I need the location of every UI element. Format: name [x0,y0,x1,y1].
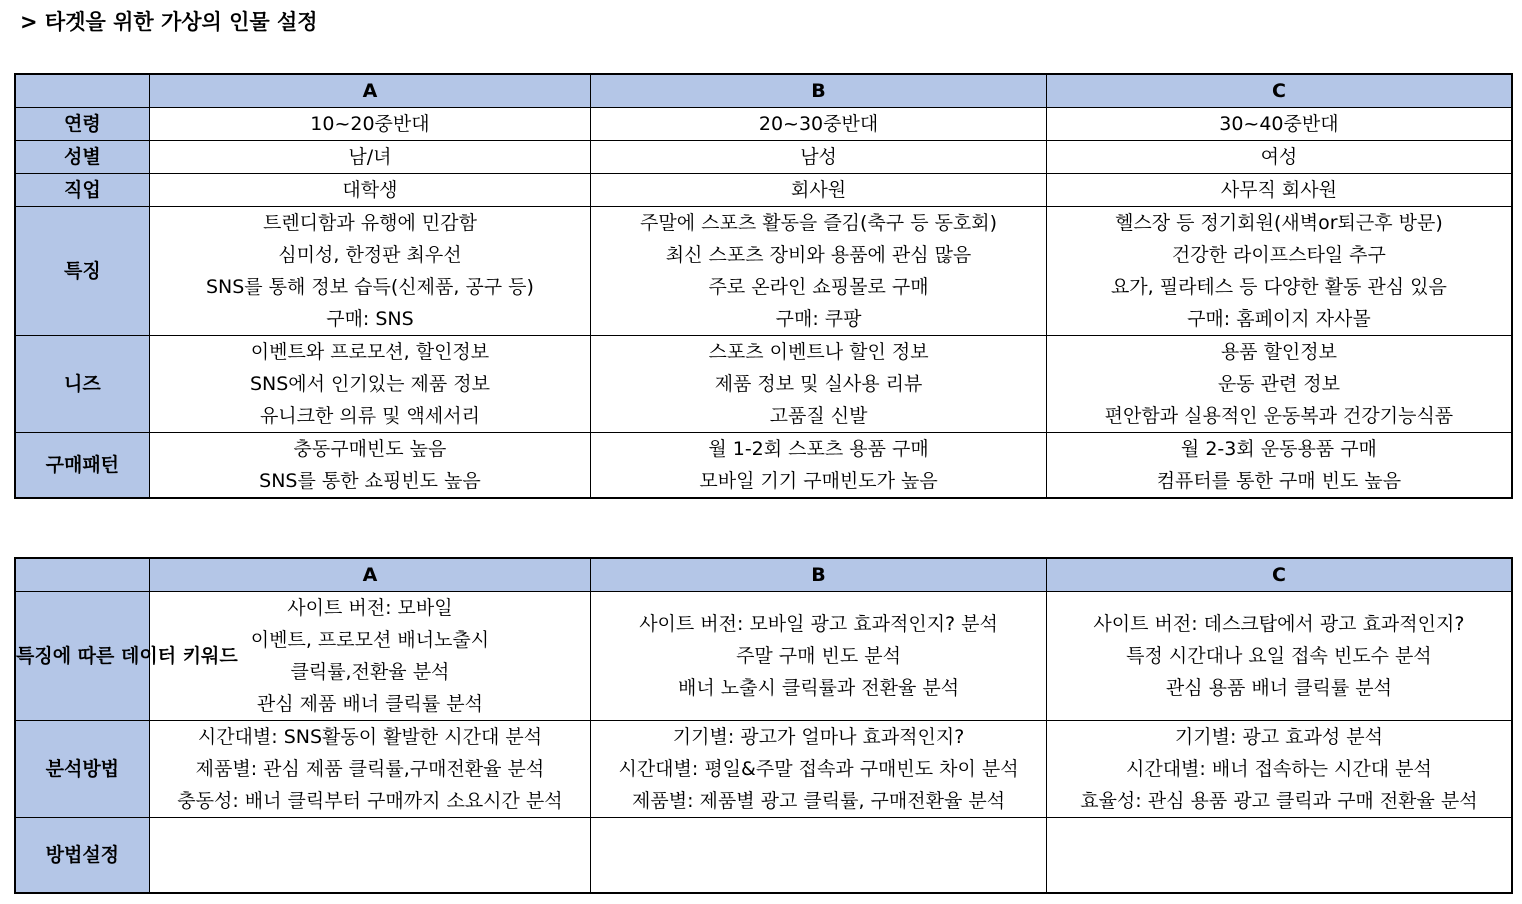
persona-cell-needs-c [1046,336,1512,433]
cell-line: 주말 구매 빈도 분석 [736,645,902,667]
cell-line: 구매: 쿠팡 [775,308,862,330]
cell-line: 충동성: 배너 클릭부터 구매까지 소요시간 분석 [177,790,563,812]
cell-line: 시간대별: 배너 접속하는 시간대 분석 [1125,758,1432,780]
analysis-table [14,557,1513,894]
row-header-method: 분석방법 [15,721,149,818]
cell-line: 대학생 [342,179,398,201]
keyword-cell-b [591,592,1047,721]
keyword-cell-c [1046,592,1512,721]
corner-cell [15,74,149,108]
persona-cell-job-a [149,174,591,207]
cell-line: 주말에 스포츠 활동을 즐김(축구 등 동호회) [640,212,998,234]
column-header-b: B [591,558,1047,592]
cell-line: 사이트 버전: 데스크탑에서 광고 효과적인지? [1093,613,1465,635]
cell-line: 20~30중반대 [758,113,879,135]
persona-cell-job-b [591,174,1047,207]
persona-cell-gender-a [149,141,591,174]
persona-cell-needs-a [149,336,591,433]
persona-row-job [15,174,1512,207]
cell-line: 제품 정보 및 실사용 리뷰 [714,373,923,395]
cell-line: 특정 시간대나 요일 접속 빈도수 분석 [1126,645,1432,667]
column-header-b: B [591,74,1047,108]
persona-cell-gender-b [591,141,1047,174]
cell-line: 주로 온라인 쇼핑몰로 구매 [708,276,929,298]
cell-line: 10~20중반대 [310,113,430,135]
cell-line: 운동 관련 정보 [1217,373,1341,395]
analysis-header-row [15,558,1512,592]
cell-line: 남성 [800,146,837,168]
row-header-purchase-pattern: 구매패턴 [15,433,149,499]
cell-line: 심미성, 한정판 최우선 [278,244,462,266]
persona-cell-age-c [1046,108,1512,141]
cell-line: 월 2-3회 운동용품 구매 [1180,438,1377,460]
row-header-job: 직업 [15,174,149,207]
cell-line: 구매: SNS [326,308,414,330]
cell-line: 회사원 [791,179,847,201]
method-cell-c [1046,721,1512,818]
row-header-line: 데이터 키워드 [121,645,238,667]
cell-line: 제품별: 제품별 광고 클릭률, 구매전환율 분석 [632,790,1006,812]
persona-row-age [15,108,1512,141]
cell-line: SNS를 통해 정보 습득(신제품, 공구 등) [205,276,534,298]
cell-line: 고품질 신발 [769,405,868,427]
cell-line: 충동구매빈도 높음 [293,438,447,460]
cell-line: 시간대별: 평일&주말 접속과 구매빈도 차이 분석 [618,758,1019,780]
persona-cell-age-b [591,108,1047,141]
persona-cell-purchase-pattern-b [591,433,1047,499]
persona-cell-purchase-pattern-a [149,433,591,499]
cell-line: 최신 스포츠 장비와 용품에 관심 많음 [665,244,972,266]
row-header-line: 특징에 따른 [16,645,115,667]
setting-row [15,818,1512,894]
cell-line: 배너 노출시 클릭률과 전환율 분석 [677,677,960,699]
cell-line: 기기별: 광고가 얼마나 효과적인지? [672,726,965,748]
cell-line: 편안함과 실용적인 운동복과 건강기능식품 [1104,405,1454,427]
cell-line: 30~40중반대 [1219,113,1339,135]
cell-line: 요가, 필라테스 등 다양한 활동 관심 있음 [1110,276,1447,298]
row-header-gender: 성별 [15,141,149,174]
cell-line: 컴퓨터를 통한 구매 빈도 높음 [1156,470,1402,492]
cell-line: 건강한 라이프스타일 추구 [1171,244,1386,266]
cell-line: 사이트 버전: 모바일 [287,597,453,619]
cell-line: 트렌디함과 유행에 민감함 [262,212,477,234]
cell-line: 클릭률,전환율 분석 [290,661,450,683]
persona-cell-purchase-pattern-c [1046,433,1512,499]
cell-line: SNS에서 인기있는 제품 정보 [249,373,490,395]
persona-cell-age-a [149,108,591,141]
cell-line: 기기별: 광고 효과성 분석 [1174,726,1383,748]
cell-line: 관심 용품 배너 클릭률 분석 [1165,677,1392,699]
row-header-keywords [15,592,238,721]
cell-line: 효율성: 관심 용품 광고 클릭과 구매 전환율 분석 [1080,790,1478,812]
cell-line: 헬스장 등 정기회원(새벽or퇴근후 방문) [1115,212,1443,234]
persona-header-row [15,74,1512,108]
persona-cell-traits-b [591,207,1047,336]
persona-cell-traits-a [149,207,591,336]
cell-line: 사이트 버전: 모바일 광고 효과적인지? 분석 [639,613,998,635]
persona-cell-needs-b [591,336,1047,433]
method-row [15,721,1512,818]
cell-line: 사무직 회사원 [1220,179,1337,201]
cell-line: 유니크한 의류 및 액세서리 [259,405,480,427]
row-header-age: 연령 [15,108,149,141]
column-header-a: A [149,74,591,108]
cell-line: 월 1-2회 스포츠 용품 구매 [708,438,929,460]
cell-line: 구매: 홈페이지 자사몰 [1187,308,1371,330]
persona-row-traits [15,207,1512,336]
persona-cell-traits-c [1046,207,1512,336]
column-header-c: C [1046,558,1512,592]
cell-line: 이벤트, 프로모션 배너노출시 [250,629,490,651]
cell-line: 시간대별: SNS활동이 활발한 시간대 분석 [197,726,543,748]
method-cell-a [149,721,591,818]
cell-line: 관심 제품 배너 클릭률 분석 [256,693,483,715]
row-header-traits: 특징 [15,207,149,336]
persona-cell-job-c [1046,174,1512,207]
cell-line: SNS를 통한 쇼핑빈도 높음 [259,470,481,492]
column-header-c: C [1046,74,1512,108]
row-header-needs: 니즈 [15,336,149,433]
keyword-row [15,592,1512,721]
cell-line: 모바일 기기 구매빈도가 높음 [699,470,938,492]
column-header-a: A [149,558,591,592]
persona-table [14,73,1513,499]
row-header-setting: 방법설정 [15,818,149,894]
persona-cell-gender-c [1046,141,1512,174]
persona-row-purchase-pattern [15,433,1512,499]
corner-cell [15,558,149,592]
setting-cell-b [591,818,1047,894]
setting-cell-c [1046,818,1512,894]
cell-line: 이벤트와 프로모션, 할인정보 [250,341,490,363]
page-title: > 타겟을 위한 가상의 인물 설정 [20,10,318,34]
cell-line: 제품별: 관심 제품 클릭률,구매전환율 분석 [195,758,545,780]
persona-row-gender [15,141,1512,174]
cell-line: 남/녀 [348,146,392,168]
persona-row-needs [15,336,1512,433]
cell-line: 여성 [1260,146,1298,168]
cell-line: 스포츠 이벤트나 할인 정보 [708,341,929,363]
method-cell-b [591,721,1047,818]
setting-cell-a [149,818,591,894]
cell-line: 용품 할인정보 [1220,341,1337,363]
